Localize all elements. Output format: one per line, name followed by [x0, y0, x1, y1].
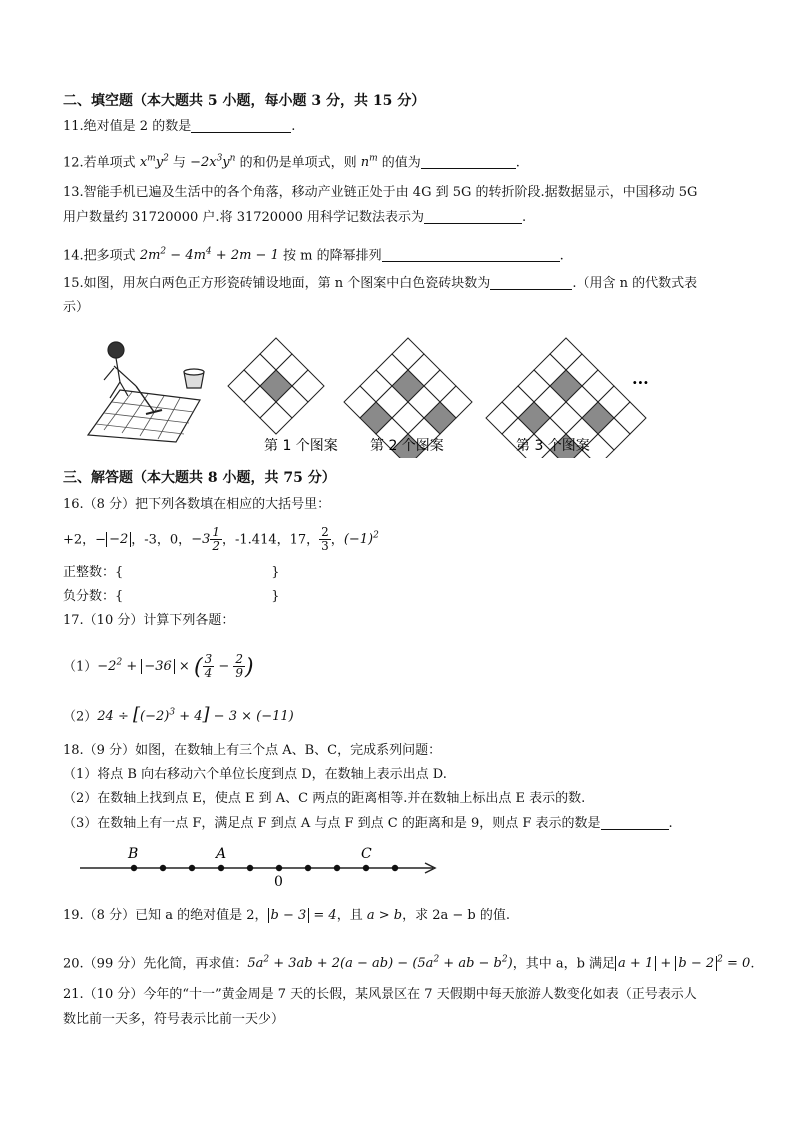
q14-end: .: [559, 248, 564, 264]
q18-answer-blank[interactable]: [601, 815, 669, 830]
question-18-line4: [63, 815, 673, 833]
number-line: [78, 842, 443, 892]
pattern-ellipsis: ···: [632, 373, 649, 392]
origin-label: 0: [274, 874, 283, 890]
question-12: [63, 150, 520, 172]
q16-power: $(-1)^2$: [343, 531, 379, 548]
question-16-numbers: [63, 522, 379, 554]
q11-end: .: [291, 119, 296, 134]
question-21-line2: 数比前一天多，符号表示比前一天少）: [63, 1012, 285, 1027]
q11-answer-blank[interactable]: [191, 118, 291, 133]
q17-expression-1: $-2^2 + -36$ × ( $\frac{3}{4}$ − $\frac{2}{9}$ ): [97, 652, 254, 681]
question-13-line2: [63, 209, 526, 227]
q16-frac-label: 负分数：{: [63, 589, 124, 604]
number-line-dot: [160, 865, 166, 871]
number-line-dot: [363, 865, 369, 871]
q16-num-3: ，-1.414，17，: [222, 532, 320, 548]
number-line-dot: [131, 865, 137, 871]
question-18-line3: （2）在数轴上找到点 E，使点 E 到 A、C 两点的距离相等.并在数轴上标出点 E 表示的数.: [63, 791, 586, 806]
q16-positive-integers: [63, 564, 280, 582]
question-13-line1: 13.智能手机已遍及生活中的各个角落，移动产业链正处于由 4G 到 5G 的转折阶段.据数据显示，中国移动 5G: [63, 185, 698, 200]
q12-monomial-2: $-2x^3y^n$: [190, 154, 236, 171]
q17-part1: [63, 648, 254, 683]
q18-text: （3）在数轴上有一点 F，满足点 F 到点 A 与点 F 到点 C 的距离和是 9，则点 F 表示的数是: [63, 816, 601, 831]
q15-text-2: .（用含 n 的代数式表: [572, 276, 698, 291]
q20-text-1: 20.（99 分）先化简，再求值：: [63, 956, 248, 972]
q16-abs-value: − −2: [95, 532, 131, 547]
q12-text-4: 的值为: [377, 155, 421, 171]
question-14: [63, 243, 564, 265]
q14-text-2: 按 m 的降幂排列: [278, 248, 382, 264]
number-line-dot: [189, 865, 195, 871]
q16-num-4: ，: [330, 532, 344, 548]
q16-frac-close: }: [271, 589, 280, 604]
q13-text: 用户数量约 31720000 户.将 31720000 用科学记数法表示为: [63, 210, 424, 225]
section3-title: 三、解答题（本大题共 8 小题，共 75 分）: [63, 470, 336, 486]
question-19: [63, 907, 510, 925]
q11-text: 11.绝对值是 2 的数是: [63, 119, 192, 134]
q12-text-3: 的和仍是单项式，则: [235, 155, 361, 171]
q17-part1-label: （1）: [63, 659, 98, 675]
number-line-dot: [247, 865, 253, 871]
q18-end: .: [668, 816, 673, 831]
q16-fraction: $\frac{2}{3}$: [321, 525, 329, 554]
number-line-dot: [334, 865, 340, 871]
point-label-c: C: [361, 846, 372, 862]
tile-pattern-figure: [80, 330, 665, 458]
q12-end: .: [515, 155, 520, 171]
q16-mixed-number: −3 $\frac{1}{2}$: [191, 525, 220, 554]
q19-text-1: 19.（8 分）已知 a 的绝对值是 2，: [63, 908, 268, 923]
caption-pattern-1: 第 1 个图案: [264, 438, 338, 454]
caption-pattern-3: 第 3 个图案: [516, 438, 590, 454]
q14-polynomial: $2m^2 - 4m^4 + 2m - 1$: [139, 247, 279, 264]
point-label-b: B: [128, 846, 139, 862]
question-18-line1: 18.（9 分）如图，在数轴上有三个点 A、B、C，完成系列问题：: [63, 743, 442, 758]
question-20: [63, 951, 754, 973]
number-line-dot: [218, 865, 224, 871]
section2-title: 二、填空题（本大题共 5 小题，每小题 3 分，共 15 分）: [63, 93, 426, 109]
q12-text-1: 12.若单项式: [63, 155, 140, 171]
q20-expression: $5a^2 + 3ab + 2(a - ab) - (5a^2$ + ab − $b^2$): [247, 955, 513, 972]
q17-part2-label: （2）: [63, 709, 98, 725]
q17-expression-2: $24 \div [(-2)^3 + 4] - 3 \times (-11)$: [97, 704, 294, 726]
q16-num-2: ，-3，0，: [131, 532, 192, 548]
q15-answer-blank[interactable]: [490, 275, 572, 290]
number-line-dot: [276, 865, 282, 871]
q20-condition: a + 1 + b − 2 $^2$ = 0: [615, 956, 750, 971]
q16-int-label: 正整数：{: [63, 565, 124, 580]
person-mopping-illustration: [88, 342, 204, 442]
q13-answer-blank[interactable]: [424, 209, 522, 224]
q12-text-2: 与: [168, 155, 191, 171]
q20-end: .: [750, 956, 755, 972]
q16-num-1: +2，: [63, 532, 96, 548]
question-21-line1: 21.（10 分）今年的“十一”黄金周是 7 天的长假，某风景区在 7 天假期中每天旅游人数变化如表（正号表示人: [63, 987, 697, 1002]
q15-text: 15.如图，用灰白两色正方形瓷砖铺设地面，第 n 个图案中白色瓷砖块数为: [63, 276, 491, 291]
caption-pattern-2: 第 2 个图案: [370, 438, 444, 454]
q14-answer-blank[interactable]: [382, 247, 560, 262]
q19-text-3: ，求 2a − b 的值.: [402, 908, 510, 923]
question-15-line2: 示）: [63, 300, 90, 315]
q16-negative-fractions: [63, 588, 280, 606]
q14-text-1: 14.把多项式: [63, 248, 140, 264]
point-label-a: A: [216, 846, 227, 862]
q19-condition-1: b − 3 = 4: [268, 908, 337, 923]
q16-int-close: }: [271, 565, 280, 580]
question-16-line1: 16.（8 分）把下列各数填在相应的大括号里：: [63, 497, 331, 512]
question-11: [63, 118, 295, 136]
q20-text-2: ，其中 a，b 满足: [512, 956, 616, 972]
q12-monomial-1: $x^my^2$: [139, 154, 169, 171]
question-18-line2: （1）将点 B 向右移动六个单位长度到点 D，在数轴上表示出点 D.: [63, 767, 447, 782]
q12-answer-blank[interactable]: [421, 154, 516, 169]
question-15-line1: [63, 275, 697, 293]
number-line-dot: [305, 865, 311, 871]
q13-end: .: [522, 210, 527, 225]
number-line-dot: [392, 865, 398, 871]
q12-power: $n^m$: [360, 154, 378, 171]
q19-condition-2: a > b: [366, 908, 403, 923]
q17-part2: [63, 704, 294, 726]
question-17-line1: 17.（10 分）计算下列各题：: [63, 613, 235, 628]
q19-text-2: ，且: [336, 908, 367, 923]
